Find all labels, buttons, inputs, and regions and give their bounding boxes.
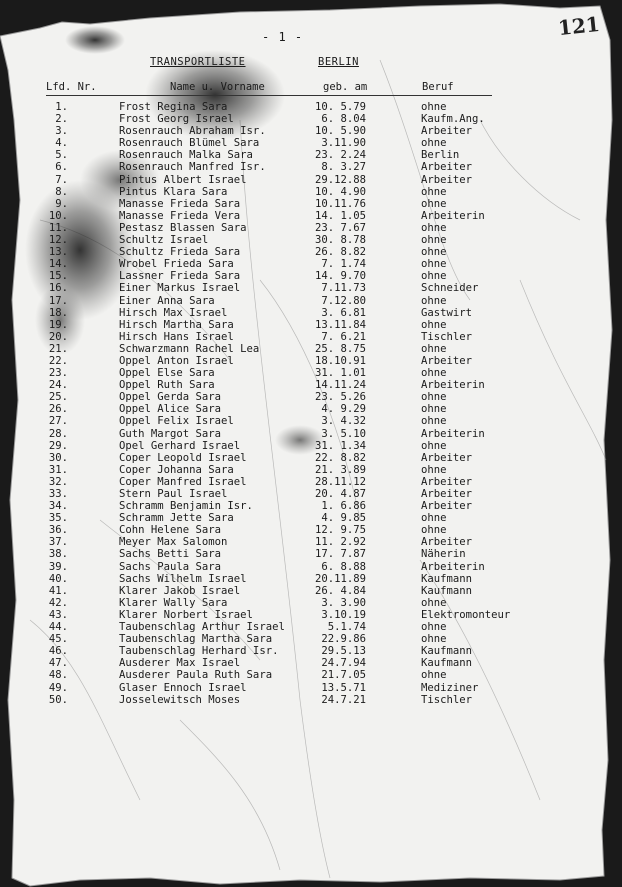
entry-name: Coper Johanna Sara [119,463,234,476]
entry-birthdate: 25. 8.75 [314,342,366,355]
entry-name: Schramm Jette Sara [119,512,234,525]
entry-name: Josselewitsch Moses [119,693,241,706]
entry-name: Ausderer Paula Ruth Sara [119,669,273,682]
entry-birthdate: 12. 9.75 [314,524,366,537]
entry-birthdate: 18.10.91 [314,354,366,367]
entry-birthdate: 14. 9.70 [314,270,366,283]
entry-birthdate: 14.11.24 [314,379,366,392]
entry-occupation: ohne [421,318,447,331]
entry-birthdate: 17. 7.87 [314,548,366,561]
entry-number: 29. [48,439,68,452]
table-row [0,198,622,210]
table-row [0,657,622,669]
table-row [0,149,622,161]
entry-occupation: ohne [421,234,447,247]
entry-birthdate: 10. 4.90 [314,185,366,198]
entry-number: 15. [48,270,68,283]
entry-occupation: Tischler [421,330,473,343]
entry-number: 36. [48,524,68,537]
entry-birthdate: 31. 1.34 [314,439,366,452]
entry-number: 24. [48,379,68,392]
entry-birthdate: 10. 5.79 [314,101,366,113]
entries-list [0,101,622,706]
entry-number: 50. [48,693,68,706]
entry-number: 26. [48,403,68,416]
entry-occupation: ohne [421,524,447,537]
entry-name: Klarer Jakob Israel [119,584,241,597]
entry-occupation: Mediziner [421,681,479,694]
entry-occupation: ohne [421,633,447,646]
entry-name: Cohn Helene Sara [119,524,222,537]
table-row [0,669,622,681]
entry-name: Manasse Frieda Sara [119,197,241,210]
entry-number: 20. [48,330,68,343]
table-row [0,270,622,282]
entry-number: 49. [48,681,68,694]
entry-number: 9. [55,197,68,210]
entry-occupation: ohne [421,258,447,271]
table-row [0,331,622,343]
entry-number: 30. [48,451,68,464]
entry-birthdate: 7. 1.74 [321,258,366,271]
entry-number: 16. [48,282,68,295]
table-row [0,440,622,452]
entry-name: Pintus Albert Israel [119,173,247,186]
archive-number-handwritten: 121 [556,11,601,41]
table-row [0,609,622,621]
entry-number: 1. [55,101,68,113]
entry-name: Oppel Anton Israel [119,354,234,367]
entry-number: 2. [55,113,68,126]
entry-birthdate: 13.11.84 [314,318,366,331]
table-row [0,512,622,524]
entry-name: Schwarzmann Rachel Lea [119,342,260,355]
table-row [0,682,622,694]
entry-number: 41. [48,584,68,597]
entry-occupation: Kaufmann [421,572,473,585]
entry-number: 3. [55,125,68,138]
entry-birthdate: 4. 9.29 [321,403,366,416]
entry-occupation: ohne [421,342,447,355]
entry-birthdate: 20.11.89 [314,572,366,585]
entry-birthdate: 21. 3.89 [314,463,366,476]
entry-name: Hirsch Hans Israel [119,330,234,343]
entry-number: 31. [48,463,68,476]
entry-birthdate: 3. 6.81 [321,306,366,319]
entry-occupation: Kaufmann [421,584,473,597]
entry-occupation: Arbeiterin [421,209,485,222]
entry-name: Coper Leopold Israel [119,451,247,464]
entry-name: Wrobel Frieda Sara [119,258,234,271]
entry-occupation: Elektromonteur [421,608,511,621]
entry-name: Oppel Ruth Sara [119,379,215,392]
entry-number: 47. [48,657,68,670]
entry-occupation: ohne [421,101,447,113]
entry-birthdate: 3. 5.10 [321,427,366,440]
entry-occupation: ohne [421,294,447,307]
table-row [0,645,622,657]
entry-number: 4. [55,137,68,150]
entry-name: Sachs Wilhelm Israel [119,572,247,585]
entry-occupation: Kaufmann [421,645,473,658]
entry-occupation: Arbeiter [421,536,473,549]
entry-number: 10. [48,209,68,222]
entry-name: Schultz Israel [119,234,209,247]
entry-name: Rosenrauch Malka Sara [119,149,253,162]
entry-birthdate: 31. 1.01 [314,367,366,380]
table-row [0,174,622,186]
table-row [0,210,622,222]
entry-occupation: ohne [421,270,447,283]
entry-birthdate: 10.11.76 [314,197,366,210]
entry-number: 42. [48,596,68,609]
entry-birthdate: 13.5.71 [321,681,366,694]
entry-occupation: Arbeiter [421,354,473,367]
entry-name: Sachs Betti Sara [119,548,222,561]
entry-number: 28. [48,427,68,440]
entry-name: Einer Anna Sara [119,294,215,307]
entry-name: Frost Regina Sara [119,101,228,113]
entry-occupation: Gastwirt [421,306,473,319]
entry-name: Taubenschlag Martha Sara [119,633,273,646]
table-row [0,307,622,319]
table-row [0,355,622,367]
entry-name: Frost Georg Israel [119,113,234,126]
entry-number: 48. [48,669,68,682]
entry-occupation: Arbeiter [421,161,473,174]
entry-name: Oppel Felix Israel [119,415,234,428]
entry-number: 19. [48,318,68,331]
entry-occupation: ohne [421,185,447,198]
entry-birthdate: 24.7.94 [321,657,366,670]
entry-birthdate: 23. 5.26 [314,391,366,404]
entry-occupation: Arbeiter [421,451,473,464]
entry-occupation: ohne [421,221,447,234]
entry-birthdate: 11. 2.92 [314,536,366,549]
table-row [0,536,622,548]
entry-number: 23. [48,367,68,380]
entry-number: 6. [55,161,68,174]
table-row [0,524,622,536]
entry-name: Hirsch Max Israel [119,306,228,319]
entry-name: Stern Paul Israel [119,488,228,500]
entry-birthdate: 6. 8.04 [321,113,366,126]
entry-name: Klarer Wally Sara [119,596,228,609]
entry-name: Klarer Norbert Israel [119,608,253,621]
entry-number: 8. [55,185,68,198]
entry-occupation: ohne [421,512,447,525]
entry-number: 39. [48,560,68,573]
entry-birthdate: 1. 6.86 [321,500,366,513]
page-number: - 1 - [262,30,304,44]
entry-number: 45. [48,633,68,646]
entry-occupation: ohne [421,391,447,404]
column-header-beruf: Beruf [422,81,454,93]
table-row [0,403,622,415]
entry-occupation: Näherin [421,548,466,561]
entry-number: 27. [48,415,68,428]
entry-birthdate: 23. 7.67 [314,221,366,234]
entry-birthdate: 10. 5.90 [314,125,366,138]
entry-birthdate: 26. 4.84 [314,584,366,597]
entry-occupation: ohne [421,669,447,682]
entry-name: Schultz Frieda Sara [119,246,241,259]
entry-number: 5. [55,149,68,162]
entry-number: 18. [48,306,68,319]
entry-occupation: ohne [421,415,447,428]
entry-name: Lassner Frieda Sara [119,270,241,283]
entry-number: 37. [48,536,68,549]
entry-name: Sachs Paula Sara [119,560,222,573]
entry-occupation: ohne [421,596,447,609]
entry-birthdate: 7. 6.21 [321,330,366,343]
entry-birthdate: 28.11.12 [314,475,366,488]
entry-name: Ausderer Max Israel [119,657,241,670]
entry-birthdate: 3.10.19 [321,608,366,621]
table-row [0,101,622,113]
entry-birthdate: 7.11.73 [321,282,366,295]
table-row [0,295,622,307]
entry-number: 21. [48,342,68,355]
table-row [0,561,622,573]
entry-occupation: ohne [421,403,447,416]
entry-number: 46. [48,645,68,658]
column-header-geb: geb. am [323,81,368,93]
entry-name: Pestasz Blassen Sara [119,221,247,234]
table-row [0,428,622,440]
entry-number: 34. [48,500,68,513]
entry-number: 44. [48,621,68,634]
entry-name: Oppel Gerda Sara [119,391,222,404]
entry-name: Meyer Max Salomon [119,536,228,549]
table-row [0,234,622,246]
table-row [0,113,622,125]
entry-name: Rosenrauch Abraham Isr. [119,125,266,138]
table-row [0,597,622,609]
table-row [0,391,622,403]
entry-name: Coper Manfred Israel [119,475,247,488]
entry-name: Rosenrauch Manfred Isr. [119,161,266,174]
column-header-name: Name u. Vorname [170,81,265,93]
entry-name: Rosenrauch Blümel Sara [119,137,260,150]
table-row [0,282,622,294]
entry-birthdate: 7.12.80 [321,294,366,307]
table-row [0,500,622,512]
entry-name: Taubenschlag Herhard Isr. [119,645,279,658]
table-row [0,633,622,645]
entry-birthdate: 8. 3.27 [321,161,366,174]
table-row [0,585,622,597]
entry-number: 25. [48,391,68,404]
table-row [0,161,622,173]
entry-occupation: Arbeiter [421,488,473,500]
entry-name: Pintus Klara Sara [119,185,228,198]
entry-birthdate: 3.11.90 [321,137,366,150]
entry-number: 35. [48,512,68,525]
entry-occupation: Arbeiterin [421,427,485,440]
entry-birthdate: 21.7.05 [321,669,366,682]
entry-name: Oppel Alice Sara [119,403,222,416]
entry-number: 40. [48,572,68,585]
entry-number: 7. [55,173,68,186]
entry-birthdate: 26. 8.82 [314,246,366,259]
table-row [0,573,622,585]
table-row [0,258,622,270]
entry-occupation: ohne [421,197,447,210]
entry-occupation: Kaufmann [421,657,473,670]
entry-birthdate: 29.12.88 [314,173,366,186]
table-row [0,125,622,137]
entry-birthdate: 24.7.21 [321,693,366,706]
table-row [0,415,622,427]
entry-occupation: Arbeiter [421,475,473,488]
entry-number: 13. [48,246,68,259]
table-row [0,343,622,355]
entry-birthdate: 6. 8.88 [321,560,366,573]
entry-birthdate: 22. 8.82 [314,451,366,464]
entry-name: Oppel Else Sara [119,367,215,380]
entry-name: Manasse Frieda Vera [119,209,241,222]
entry-birthdate: 5.1.74 [327,621,366,634]
table-row [0,246,622,258]
entry-number: 17. [48,294,68,307]
table-row [0,137,622,149]
table-row [0,488,622,500]
entry-occupation: ohne [421,367,447,380]
list-city: BERLIN [318,56,359,68]
entry-occupation: Arbeiterin [421,379,485,392]
entry-occupation: Schneider [421,282,479,295]
entry-name: Guth Margot Sara [119,427,222,440]
entry-number: 14. [48,258,68,271]
entry-number: 32. [48,475,68,488]
entry-birthdate: 22.9.86 [321,633,366,646]
entry-occupation: Berlin [421,149,460,162]
entry-name: Glaser Ennoch Israel [119,681,247,694]
entry-name: Taubenschlag Arthur Israel [119,621,285,634]
table-row [0,367,622,379]
entry-birthdate: 20. 4.87 [314,488,366,500]
entry-occupation: Arbeiter [421,500,473,513]
entry-occupation: Arbeiter [421,173,473,186]
table-row [0,548,622,560]
entry-birthdate: 4. 9.85 [321,512,366,525]
column-header-lfd-nr: Lfd. Nr. [46,81,97,93]
entry-birthdate: 14. 1.05 [314,209,366,222]
table-row [0,379,622,391]
entry-number: 11. [48,221,68,234]
entry-number: 22. [48,354,68,367]
entry-name: Schramm Benjamin Isr. [119,500,253,513]
entry-occupation: ohne [421,463,447,476]
entry-occupation: Arbeiter [421,125,473,138]
entry-birthdate: 3. 3.90 [321,596,366,609]
entry-number: 38. [48,548,68,561]
entry-birthdate: 23. 2.24 [314,149,366,162]
entry-number: 43. [48,608,68,621]
table-row [0,621,622,633]
table-row [0,319,622,331]
list-title: TRANSPORTLISTE [150,56,246,68]
table-row [0,222,622,234]
entry-name: Hirsch Martha Sara [119,318,234,331]
header-divider [46,95,492,96]
entry-name: Einer Markus Israel [119,282,241,295]
table-row [0,694,622,706]
table-row [0,476,622,488]
table-row [0,186,622,198]
entry-birthdate: 30. 8.78 [314,234,366,247]
entry-occupation: Kaufm.Ang. [421,113,485,126]
entry-occupation: Tischler [421,693,473,706]
entry-name: Opel Gerhard Israel [119,439,241,452]
entry-occupation: ohne [421,137,447,150]
table-row [0,464,622,476]
entry-occupation: ohne [421,246,447,259]
entry-occupation: ohne [421,621,447,634]
entry-birthdate: 3. 4.32 [321,415,366,428]
entry-occupation: ohne [421,439,447,452]
entry-number: 12. [48,234,68,247]
table-row [0,452,622,464]
entry-occupation: Arbeiterin [421,560,485,573]
entry-number: 33. [48,488,68,500]
entry-birthdate: 29.5.13 [321,645,366,658]
